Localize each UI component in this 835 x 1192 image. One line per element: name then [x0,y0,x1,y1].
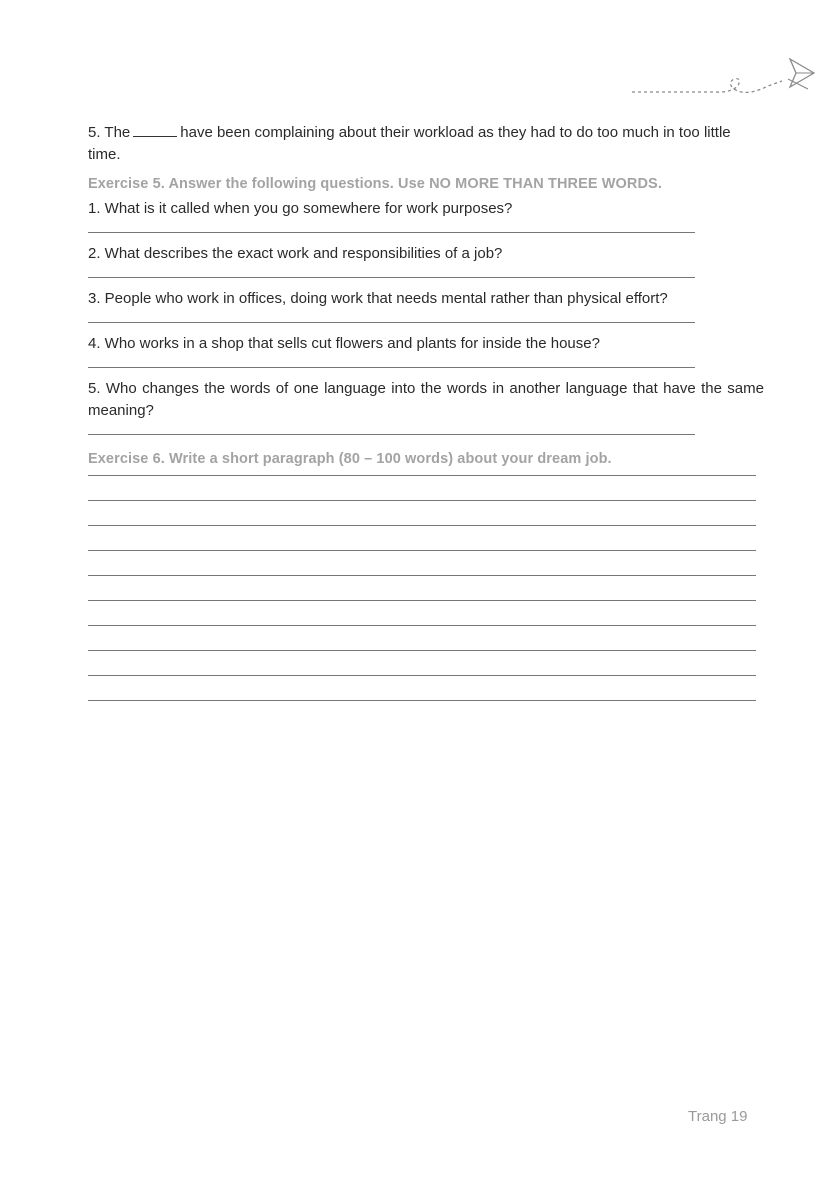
question-3: 3. People who work in offices, doing work that needs mental rather than physical effort? [88,290,668,307]
writing-line[interactable] [88,550,756,551]
page-number: Trang 19 [688,1108,748,1125]
writing-line[interactable] [88,675,756,676]
writing-lines [88,475,764,701]
fill-in-blank[interactable] [133,136,177,137]
answer-line-4[interactable] [88,367,695,368]
answer-line-2[interactable] [88,277,695,278]
writing-line[interactable] [88,475,756,476]
writing-line[interactable] [88,500,756,501]
writing-line[interactable] [88,625,756,626]
writing-line[interactable] [88,575,756,576]
previous-exercise-item-5 [88,122,764,166]
question-5: 5. Who changes the words of one language into the words in another language that have the same meaning? [88,380,764,419]
exercise-6-title: Exercise 6. Write a short paragraph (80 – 100 words) about your dream job. [88,451,612,467]
worksheet-content [88,122,764,725]
writing-line[interactable] [88,700,756,701]
exercise-5-title: Exercise 5. Answer the following questions. Use NO MORE THAN THREE WORDS. [88,176,662,192]
paper-plane-decoration-icon [630,55,815,100]
answer-line-1[interactable] [88,232,695,233]
writing-line[interactable] [88,525,756,526]
question-4: 4. Who works in a shop that sells cut flowers and plants for inside the house? [88,335,600,352]
answer-line-3[interactable] [88,322,695,323]
writing-line[interactable] [88,650,756,651]
question-2: 2. What describes the exact work and responsibilities of a job? [88,245,503,262]
question-1: 1. What is it called when you go somewhere for work purposes? [88,200,513,217]
answer-line-5[interactable] [88,434,695,435]
item-number: 5. The [88,124,131,141]
writing-line[interactable] [88,600,756,601]
item-text: have been complaining about their workload as they had to do too much in too little time. [88,124,731,163]
